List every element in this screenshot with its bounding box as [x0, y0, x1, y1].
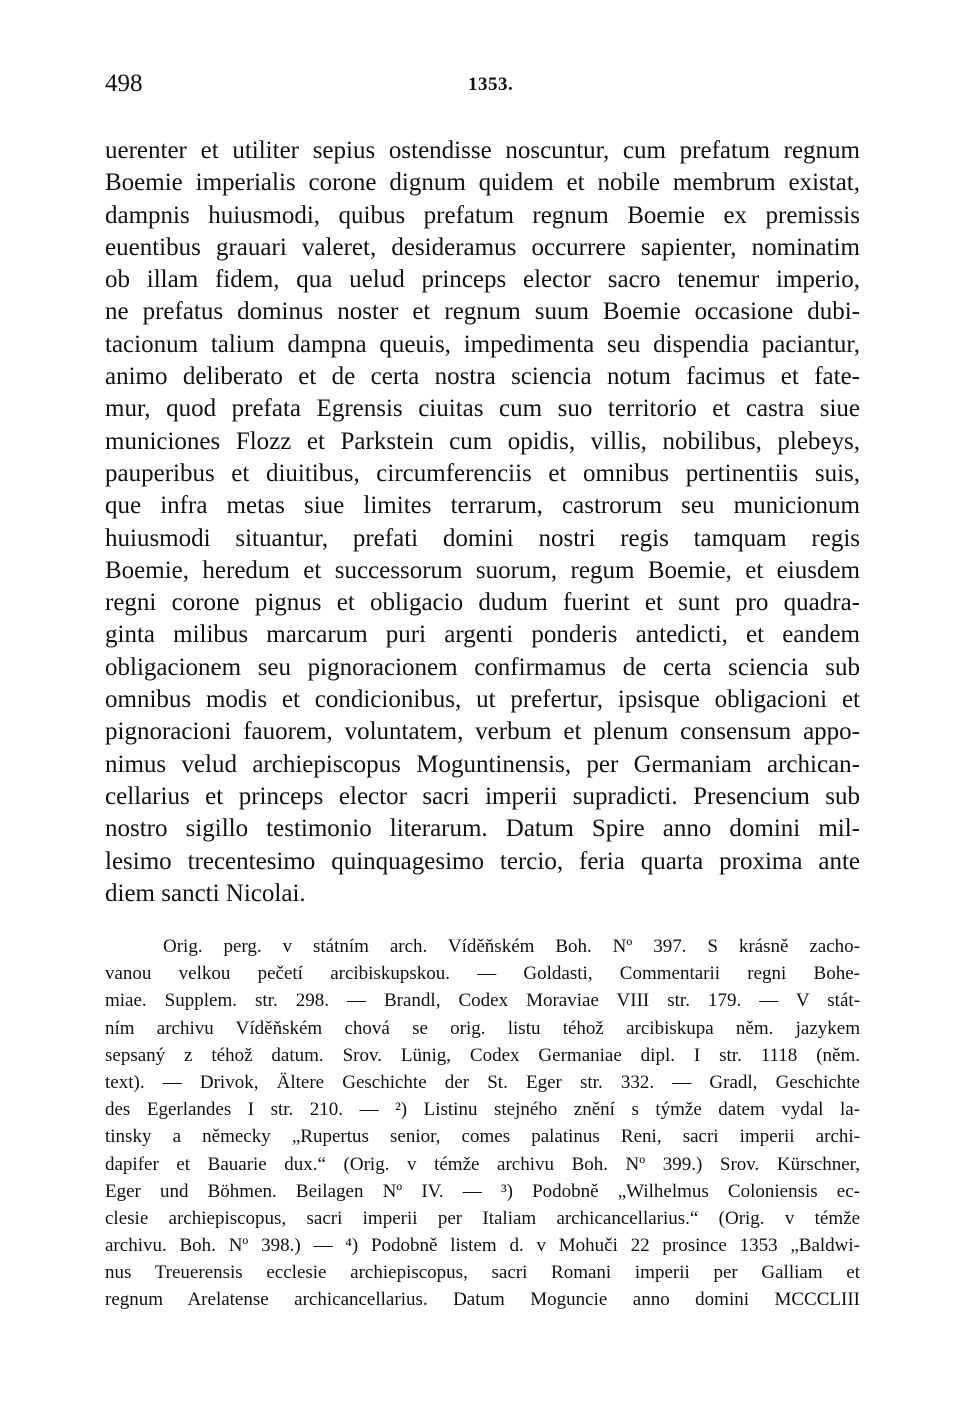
- text-line: regni corone pignus et obligacio dudum fuerint et sunt pro quadra-: [105, 589, 860, 617]
- text-line: cellarius et princeps elector sacri imperii supradicti. Presencium sub: [105, 782, 860, 810]
- running-header-year: 1353.: [468, 74, 514, 95]
- footnote-line: Orig. perg. v státním arch. Víděňském Boh. Nº 397. S krásně zacho-: [163, 936, 860, 957]
- footnote-line: miae. Supplem. str. 298. — Brandl, Codex Moraviae VIII str. 179. — V stát-: [105, 990, 860, 1012]
- footnote-line: text). — Drivok, Ältere Geschichte der St. Eger str. 332. — Gradl, Geschichte: [105, 1071, 860, 1093]
- text-line: nimus velud archiepiscopus Moguntinensis, per Germaniam archican-: [105, 750, 860, 778]
- text-line: Boemie imperialis corone dignum quidem et nobile membrum existat,: [105, 169, 860, 197]
- footnote-line: des Egerlandes I str. 210. — ²) Listinu stejného znění s týmže datem vydal la-: [105, 1099, 860, 1121]
- footnote-line: sepsaný z téhož datum. Srov. Lünig, Codex Germaniae dipl. I str. 1118 (něm.: [105, 1044, 860, 1066]
- text-line: euentibus grauari valeret, desideramus occurrere sapienter, nominatim: [105, 233, 860, 261]
- text-line: tacionum talium dampna queuis, impedimenta seu dispendia paciantur,: [105, 330, 860, 358]
- footnote-line: archivu. Boh. Nº 398.) — ⁴) Podobně listem d. v Mohuči 22 prosince 1353 „Baldwi-: [105, 1235, 860, 1257]
- text-line: que infra metas siue limites terrarum, castrorum seu municionum: [105, 492, 860, 520]
- text-line: animo deliberato et de certa nostra sciencia notum facimus et fate-: [105, 363, 860, 391]
- text-line: pignoracioni fauorem, voluntatem, verbum et plenum consensum appo-: [105, 718, 860, 746]
- page-header: [105, 70, 860, 104]
- footnote-line: clesie archiepiscopus, sacri imperii per Italiam archicancellarius.“ (Orig. v témže: [105, 1207, 860, 1229]
- text-line: uerenter et utiliter sepius ostendisse noscuntur, cum prefatum regnum: [105, 137, 860, 164]
- text-line: ne prefatus dominus noster et regnum suum Boemie occasione dubi-: [105, 298, 860, 326]
- text-line: ob illam fidem, qua uelud princeps elector sacro tenemur imperio,: [105, 266, 860, 294]
- footnote-line: ním archivu Víděňském chová se orig. listu téhož arcibiskupa něm. jazykem: [105, 1017, 860, 1039]
- footnote-line: Eger und Böhmen. Beilagen Nº IV. — ³) Podobně „Wilhelmus Coloniensis ec-: [105, 1180, 860, 1202]
- text-line: Boemie, heredum et successorum suorum, regum Boemie, et eiusdem: [105, 556, 860, 584]
- text-line: mur, quod prefata Egrensis ciuitas cum suo territorio et castra siue: [105, 395, 860, 423]
- footnotes-block: [105, 933, 860, 1314]
- footnote-line: dapifer et Bauarie dux.“ (Orig. v témže archivu Boh. Nº 399.) Srov. Kürschner,: [105, 1153, 860, 1175]
- text-line: nostro sigillo testimonio literarum. Datum Spire anno domini mil-: [105, 815, 860, 843]
- text-line: huiusmodi situantur, prefati domini nostri regis tamquam regis: [105, 524, 860, 552]
- text-line: lesimo trecentesimo quinquagesimo tercio, feria quarta proxima ante: [105, 847, 860, 875]
- text-line: dampnis huiusmodi, quibus prefatum regnum Boemie ex premissis: [105, 201, 860, 229]
- footnote-line: vanou velkou pečetí arcibiskupskou. — Goldasti, Commentarii regni Bohe-: [105, 963, 860, 985]
- main-text-block: [105, 135, 860, 910]
- text-line: ginta milibus marcarum puri argenti ponderis antedicti, et eandem: [105, 621, 860, 649]
- footnote-line: tinsky a německy „Rupertus senior, comes palatinus Reni, sacri imperii archi-: [105, 1126, 860, 1148]
- text-line: municiones Flozz et Parkstein cum opidis, villis, nobilibus, plebeys,: [105, 427, 860, 455]
- page-number: 498: [105, 70, 143, 97]
- footnote-line: regnum Arelatense archicancellarius. Datum Moguncie anno domini MCCCLIII: [105, 1289, 860, 1311]
- text-line: pauperibus et diuitibus, circumferenciis et omnibus pertinentiis suis,: [105, 459, 860, 487]
- footnote-line: nus Treuerensis ecclesie archiepiscopus, sacri Romani imperii per Galliam et: [105, 1262, 860, 1284]
- text-line: omnibus modis et condicionibus, ut prefertur, ipsisque obligacioni et: [105, 686, 860, 714]
- text-line: diem sancti Nicolai.: [105, 879, 306, 907]
- text-line: obligacionem seu pignoracionem confirmamus de certa sciencia sub: [105, 653, 860, 681]
